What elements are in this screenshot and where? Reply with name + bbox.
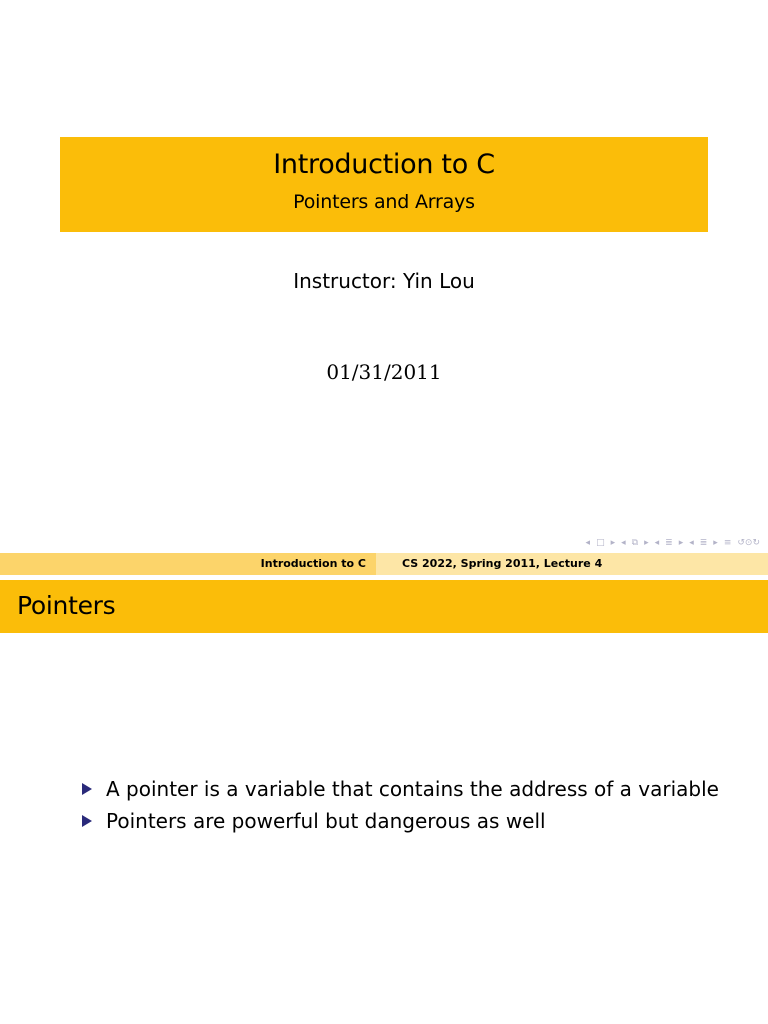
- nav-prev-section-icon[interactable]: ◂: [689, 538, 694, 548]
- nav-frame-icon[interactable]: ⧉: [631, 538, 639, 548]
- nav-next-frame-icon[interactable]: ▸: [644, 538, 649, 548]
- instructor-name: Instructor: Yin Lou: [293, 269, 475, 293]
- footline: [0, 553, 768, 575]
- triangle-bullet-icon: [82, 815, 92, 827]
- title-block: [60, 137, 708, 232]
- bullet-list: [80, 773, 740, 837]
- list-item: [80, 773, 740, 805]
- bullet-text: A pointer is a variable that contains the address of a variable: [106, 777, 719, 801]
- bullet-text: Pointers are powerful but dangerous as well: [106, 809, 546, 833]
- nav-subsection-icon[interactable]: ≣: [665, 538, 673, 548]
- beamer-navigation-bar: [586, 536, 760, 550]
- nav-next-slide-icon[interactable]: ▸: [610, 538, 616, 548]
- presentation-title: Introduction to C: [273, 149, 495, 180]
- nav-next-section-icon[interactable]: ▸: [713, 538, 718, 548]
- nav-prev-subsection-icon[interactable]: ◂: [654, 538, 660, 548]
- triangle-bullet-icon: [82, 783, 92, 795]
- presentation-subtitle: Pointers and Arrays: [293, 191, 475, 213]
- footline-course: CS 2022, Spring 2011, Lecture 4: [376, 553, 768, 575]
- frame-title-bar: [0, 580, 768, 633]
- list-item: [80, 805, 740, 837]
- footline-title: Introduction to C: [0, 553, 376, 575]
- nav-align-icon[interactable]: ≡: [723, 538, 732, 548]
- nav-next-subsection-icon[interactable]: ▸: [678, 538, 684, 548]
- nav-section-icon[interactable]: ≣: [699, 538, 708, 548]
- nav-prev-slide-icon[interactable]: ◂: [585, 538, 591, 548]
- nav-prev-frame-icon[interactable]: ◂: [621, 538, 626, 548]
- presentation-date: 01/31/2011: [326, 360, 442, 384]
- frame-title: Pointers: [17, 591, 116, 620]
- nav-search-icon[interactable]: ↺⊙↻: [737, 538, 760, 548]
- nav-slide-icon[interactable]: □: [596, 538, 605, 548]
